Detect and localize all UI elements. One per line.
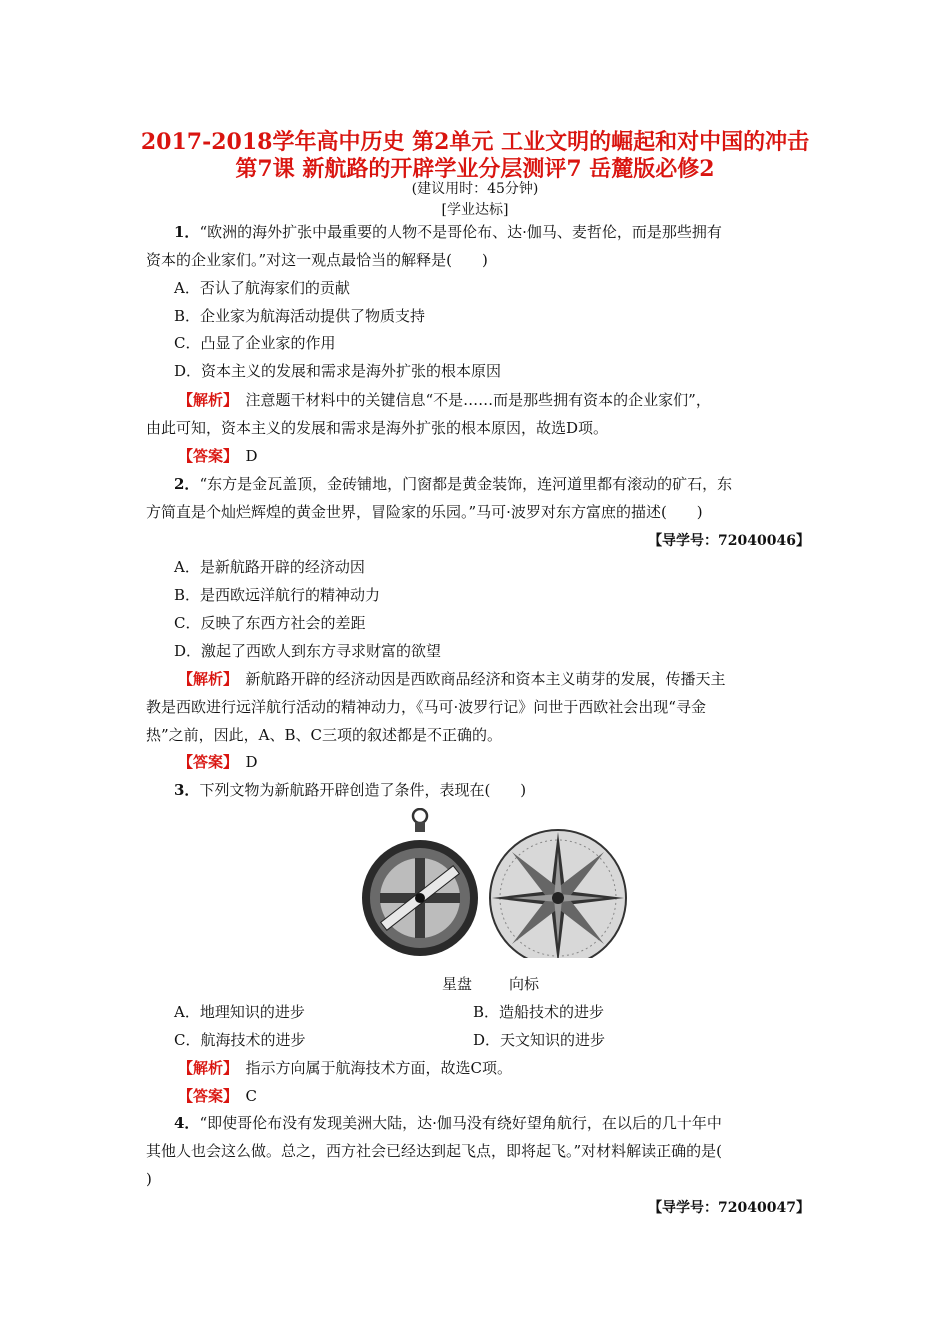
q1-answer-value: D <box>230 447 258 465</box>
analysis-tag: 【解析】 <box>178 670 231 688</box>
q2-text1: “东方是金瓦盖顶，金砖铺地，门窗都是黄金装饰，连河道里都有滚动的矿石，东 <box>199 475 733 493</box>
analysis-tag: 【解析】 <box>178 391 231 409</box>
astrolabe-compass-figure <box>360 808 630 958</box>
figure-caption-compass: 向标 <box>509 975 540 993</box>
q2-analysis-line1 <box>178 669 726 689</box>
q3-analysis-text1: 指示方向属于航海技术方面，故选C项。 <box>230 1059 512 1077</box>
q2-analysis-line2: 教是西欧进行远洋航行活动的精神动力，《马可·波罗行记》问世于西欧社会出现“寻金 <box>146 698 706 716</box>
q2-guide-number: 【导学号：72040046】 <box>648 533 810 549</box>
document-title-line2: 第7课 新航路的开辟学业分层测评7 岳麓版必修2 <box>235 156 715 182</box>
q1-analysis-line2: 由此可知，资本主义的发展和需求是海外扩张的根本原因，故选D项。 <box>146 419 609 437</box>
figure-caption-astrolabe: 星盘 <box>442 975 473 993</box>
q4-number: 4． <box>174 1114 200 1132</box>
q1-option-a: A．否认了航海家们的贡献 <box>174 279 350 297</box>
q1-text1: “欧洲的海外扩张中最重要的人物不是哥伦布、达·伽马、麦哲伦，而是那些拥有 <box>199 223 722 241</box>
q1-option-b: B．企业家为航海活动提供了物质支持 <box>174 307 426 325</box>
q3-text1: 下列文物为新航路开辟创造了条件，表现在( ) <box>199 781 527 799</box>
answer-tag: 【答案】 <box>178 1087 231 1105</box>
q2-analysis-text1: 新航路开辟的经济动因是西欧商品经济和资本主义萌芽的发展，传播天主 <box>230 670 726 688</box>
q2-number: 2． <box>174 475 200 493</box>
q3-option-c: C．航海技术的进步 <box>174 1031 306 1049</box>
q1-number: 1． <box>174 223 200 241</box>
q3-answer-value: C <box>230 1087 257 1105</box>
q1-option-d: D．资本主义的发展和需求是海外扩张的根本原因 <box>174 362 502 380</box>
suggested-time: (建议用时：45分钟) <box>411 181 539 197</box>
q4-text1: “即使哥伦布没有发现美洲大陆，达·伽马没有绕好望角航行，在以后的几十年中 <box>199 1114 722 1132</box>
q2-answer-value: D <box>230 753 258 771</box>
answer-tag: 【答案】 <box>178 447 231 465</box>
q4-stem-line3: ) <box>146 1170 152 1188</box>
q2-option-d: D．激起了西欧人到东方寻求财富的欲望 <box>174 642 442 660</box>
q3-stem-line1 <box>174 780 526 800</box>
section-heading: [学业达标] <box>441 202 509 218</box>
q1-analysis-line1 <box>178 390 711 410</box>
q2-stem-line2: 方简直是个灿烂辉煌的黄金世界，冒险家的乐园。”马可·波罗对东方富庶的描述( ) <box>146 503 703 521</box>
q2-option-c: C．反映了东西方社会的差距 <box>174 614 366 632</box>
q3-analysis-line1 <box>178 1058 512 1078</box>
q2-answer <box>178 752 258 772</box>
q4-stem-line1 <box>174 1113 722 1133</box>
q3-option-b: B．造船技术的进步 <box>473 1003 605 1021</box>
q4-guide-number: 【导学号：72040047】 <box>648 1200 810 1216</box>
q1-answer <box>178 446 258 466</box>
answer-tag: 【答案】 <box>178 753 231 771</box>
q1-option-c: C．凸显了企业家的作用 <box>174 334 336 352</box>
astrolabe-image <box>362 809 478 956</box>
compass-rose-image <box>490 830 626 958</box>
q1-stem-line2: 资本的企业家们。”对这一观点最恰当的解释是( ) <box>146 251 488 269</box>
document-title-line1: 2017-2018学年高中历史 第2单元 工业文明的崛起和对中国的冲击 <box>140 129 810 155</box>
q3-option-d: D．天文知识的进步 <box>473 1031 606 1049</box>
q2-option-a: A．是新航路开辟的经济动因 <box>174 558 365 576</box>
q2-stem-line1 <box>174 474 732 494</box>
q3-answer <box>178 1086 257 1106</box>
q1-analysis-text1: 注意题干材料中的关键信息“不是……而是那些拥有资本的企业家们”， <box>230 391 711 409</box>
q3-option-a: A．地理知识的进步 <box>174 1003 305 1021</box>
analysis-tag: 【解析】 <box>178 1059 231 1077</box>
q4-stem-line2: 其他人也会这么做。总之，西方社会已经达到起飞点，即将起飞。”对材料解读正确的是( <box>146 1142 723 1160</box>
q3-number: 3． <box>174 781 200 799</box>
q2-analysis-line3: 热”之前，因此，A、B、C三项的叙述都是不正确的。 <box>146 726 503 744</box>
q1-stem-line1 <box>174 222 722 242</box>
q2-option-b: B．是西欧远洋航行的精神动力 <box>174 586 381 604</box>
